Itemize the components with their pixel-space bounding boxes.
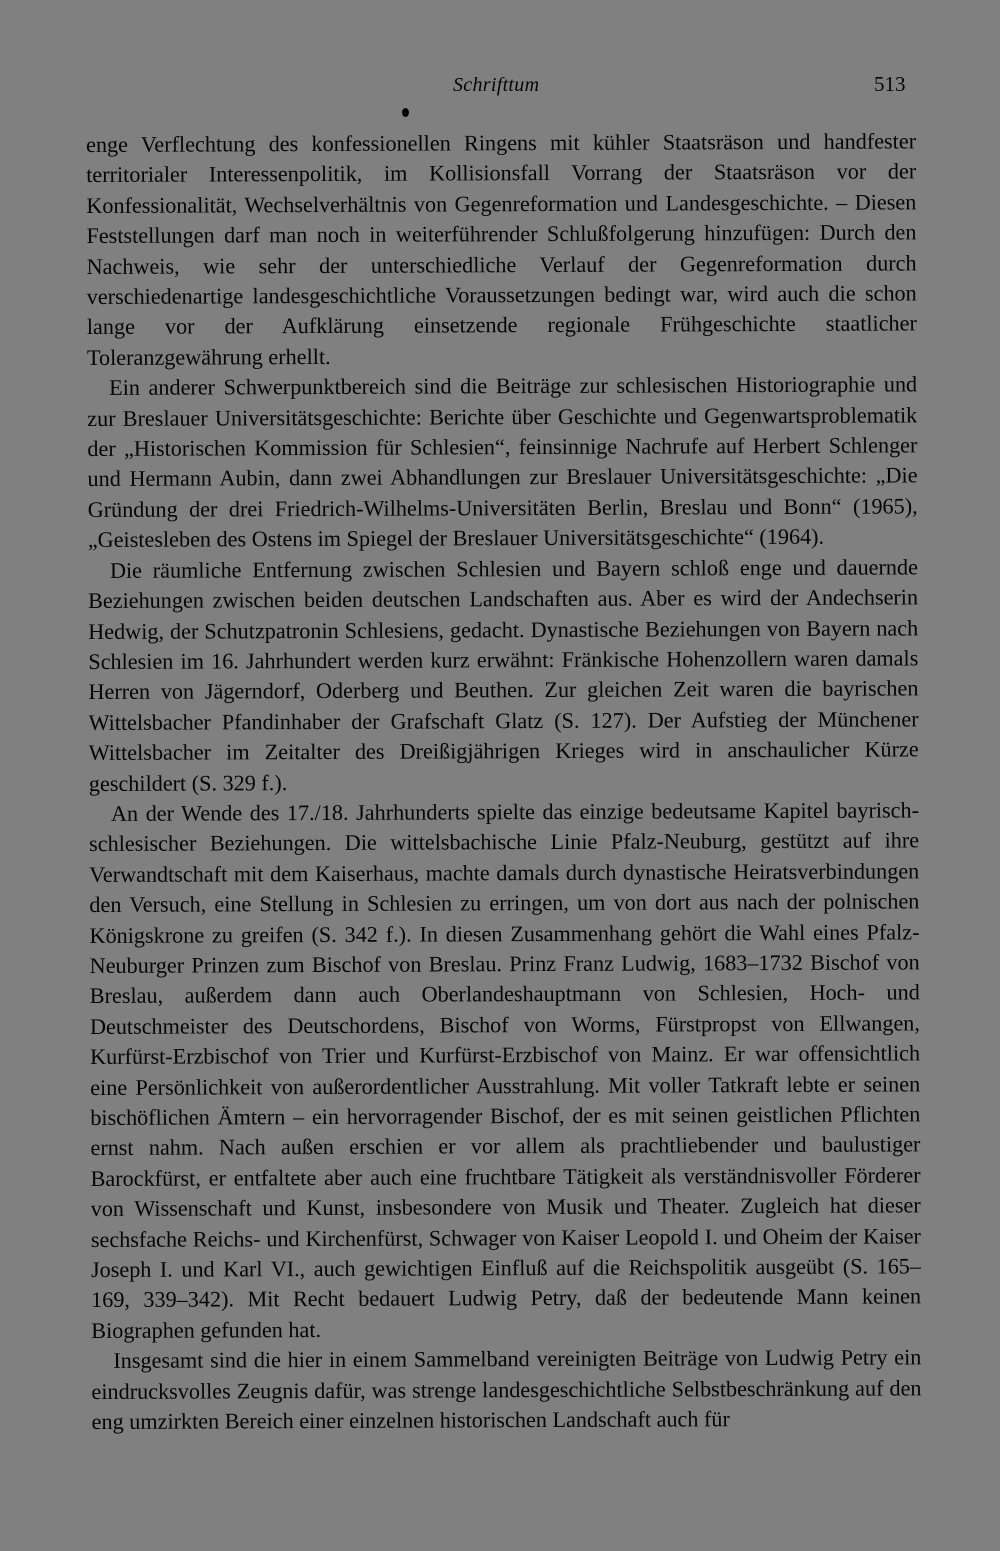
paragraph: Insgesamt sind die hier in einem Sammelband vereinigten Beiträge von Ludwig Petry ein eindrucksvolles Zeugnis dafür, was strenge landesgeschichtliche Selbstbeschränkung auf den eng umzirkten Bereich einer einzelnen historischen Landschaft auch für <box>91 1344 922 1435</box>
body-text <box>86 126 922 1437</box>
running-title: Schrifttum <box>453 74 540 96</box>
running-head <box>0 74 1000 104</box>
paragraph: enge Verflechtung des konfessionellen Ringens mit kühler Staatsräson und handfester territorialer Interessenpolitik, im Kollisionsfall Vorrang der Staatsräson vor der Konfessionalität, Wechselverhältnis von Gegenreformation und Landesgeschichte. – Diesen Feststellungen darf man noch in weiterführender Schlußfolgerung hinzufügen: Durch den Nachweis, wie sehr der unterschiedliche Verlauf der Gegenreformation durch verschiedenartige landesgeschichtliche Voraussetzungen bedingt war, wird auch die schon lange vor der Aufklärung einsetzende regionale Frühgeschichte staatlicher Toleranzgewährung erhellt. <box>86 128 917 370</box>
paragraph: Ein anderer Schwerpunktbereich sind die Beiträge zur schlesischen Historiographie und zur Breslauer Universitätsgeschichte: Berichte über Geschichte und Gegenwartsproblematik der „Historischen Kommission für Schlesien“, feinsinnige Nachrufe auf Herbert Schlenger und Hermann Aubin, dann zwei Abhandlungen zur Breslauer Universitätsgeschichte: „Die Gründung der drei Friedrich-Wilhelms-Universitäten Berlin, Breslau und Bonn“ (1965), „Geistesleben des Ostens im Spiegel der Breslauer Universitätsgeschichte“ (1964). <box>87 371 918 553</box>
paragraph: An der Wende des 17./18. Jahrhunderts spielte das einzige bedeutsame Kapitel bayrisch-schlesischer Beziehungen. Die wittelsbachische Linie Pfalz-Neuburg, gestützt auf ihre Verwandtschaft mit dem Kaiserhaus, machte damals durch dynastische Heiratsverbindungen den Versuch, eine Stellung in Schlesien zu erringen, um von dort aus nach der polnischen Königskrone zu greifen (S. 342 f.). In diesen Zusammenhang gehört die Wahl eines Pfalz-Neuburger Prinzen zum Bischof von Breslau. Prinz Franz Ludwig, 1683–1732 Bischof von Breslau, außerdem dann auch Oberlandeshauptmann von Schlesien, Hoch- und Deutschmeister des Deutschordens, Bischof von Worms, Fürstpropst von Ellwangen, Kurfürst-Erzbischof von Trier und Kurfürst-Erzbischof von Mainz. Er war offensichtlich eine Persönlichkeit von außerordentlicher Ausstrahlung. Mit voller Tatkraft lebte er seinen bischöflichen Ämtern – ein hervorragender Bischof, der es mit seinen geistlichen Pflichten ernst nahm. Nach außen erschien er vor allem als prachtliebender und baulustiger Barockfürst, er entfaltete aber auch eine fruchtbare Tätigkeit als verständnisvoller Förderer von Wissenschaft und Kunst, insbesondere von Musik und Theater. Zugleich hat dieser sechsfache Reichs- und Kirchenfürst, Schwager von Kaiser Leopold I. und Oheim der Kaiser Joseph I. und Karl VI., auch gewichtigen Einfluß auf die Reichspolitik ausgeübt (S. 165–169, 339–342). Mit Recht bedauert Ludwig Petry, daß der bedeutende Mann keinen Biographen gefunden hat. <box>89 797 922 1343</box>
print-mark <box>402 108 409 117</box>
paragraph: Die räumliche Entfernung zwischen Schlesien und Bayern schloß enge und dauernde Beziehungen zwischen beiden deutschen Landschaften aus. Aber es wird der Andechserin Hedwig, der Schutzpatronin Schlesiens, gedacht. Dynastische Beziehungen von Bayern nach Schlesien im 16. Jahrhundert werden kurz erwähnt: Fränkische Hohenzollern waren damals Herren von Jägerndorf, Oderberg und Beuthen. Zur gleichen Zeit waren die bayrischen Wittelsbacher Pfandinhaber der Grafschaft Glatz (S. 127). Der Aufstieg der Münchener Wittelsbacher im Zeitalter des Dreißigjährigen Krieges wird in anschaulicher Kürze geschildert (S. 329 f.). <box>87 554 919 796</box>
page-number: 513 <box>874 72 906 96</box>
